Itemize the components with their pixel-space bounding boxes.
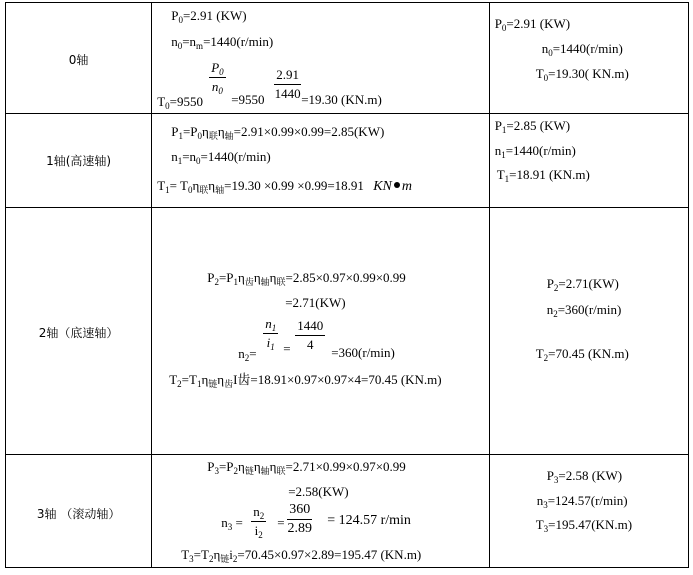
shaft-label-cell [6,208,152,454]
shaft-label: 1轴(高速轴) [46,154,112,169]
torque-result: $T_3=195.47(KN.m)$ [535,516,633,534]
result-cell [489,454,688,567]
calculation-cell [152,454,489,567]
multiplication-dot-icon [394,182,400,188]
fraction-denominator: 1440 [274,86,301,101]
torque-result: $T_0=19.30$( KN.m) [535,66,629,83]
torque-unit-m: m [401,179,412,195]
fraction-numerator: 2.91 [274,67,301,85]
calculation-cell [152,3,489,114]
fraction-numerator: $n_1$ [265,316,277,334]
speed-result: $n_1=1440(r/\min)$ [494,143,576,161]
shaft-label-cell [6,3,152,114]
table-row [6,454,689,567]
fraction-speed-over-ratio [251,504,266,539]
table-row [6,208,689,454]
torque-formula-result: =19.30 (KN.m) [301,92,382,107]
fraction-denominator: $i_2$ [254,522,263,540]
shaft-parameter-table [5,2,689,568]
calculation-cell [152,208,489,454]
power-result: $P_3=2.58$ (KW) [546,467,623,485]
torque-formula-text: $T_1= T_0\eta_联\eta_轴=19.30 \times 0.99 \times 0.99=18.91$ [157,178,364,196]
power-formula: $P_1=P_0\eta_联\eta_轴=2.91\times 0.99\times 0.99=2.85(KW)$ [171,124,385,142]
speed-result: $n_0=1440(r/\min)$ [541,41,623,58]
fraction-values [274,67,301,102]
result-cell [489,114,688,208]
shaft-label: 0轴 [68,53,89,67]
speed-formula-prefix: $n_2=$ [238,346,257,364]
fraction-speed-over-ratio [263,316,278,351]
speed-result: $n_2=360(r/\min)$ [546,302,622,320]
fraction-denominator: 2.89 [287,520,312,536]
torque-formula [157,178,412,194]
power-formula: $P_2=P_1\eta_齿\eta_轴\eta_联=2.85\times 0.97\times 0.99\times 0.99$ [207,270,406,288]
result-cell [489,208,688,454]
shaft-label-cell [6,454,152,567]
fraction-numerator: 1440 [295,318,325,336]
torque-formula: $T_2=T_1\eta_链\eta_齿I$齿=18.91×0.97×0.97×4=70.45 (KN.m) [169,372,442,390]
speed-result: $n_3=124.57(r/\min)$ [536,492,628,510]
shaft-label: 3轴 （滚动轴） [36,506,121,521]
torque-result: $T_2=70.45$ (KN.m) [535,346,629,364]
power-formula: $P_0=2.91$ (KW) [171,8,247,25]
torque-unit-kn: KN [373,179,392,195]
torque-result: $T_1=18.91$ (KN.m) [496,167,590,185]
power-result: $P_2=2.71(KW)$ [546,276,619,294]
speed-formula-result: =360(r/min) [331,345,395,361]
power-result: $P_0=2.91$ (KW) [494,16,571,33]
fraction-values [295,318,325,353]
fraction-denominator: $i_1$ [266,335,275,353]
speed-formula-prefix: $n_3$ = [221,514,243,532]
torque-formula-prefix: $T_0=9550$ [157,94,203,111]
fraction-numerator: $n_2$ [253,503,265,521]
fraction-numerator: 360 [287,502,312,520]
fraction-power-over-speed [209,60,225,95]
result-cell [489,3,688,114]
torque-formula: $T_3=T_2\eta_链i_2=70.45\times 0.97\times 2.89=195.47$ (KN.m) [181,546,422,564]
speed-formula-result: = 124.57 r/min [327,512,411,528]
speed-formula: $n_0=n_m=1440(r/\min)$ [171,34,274,51]
speed-formula: $n_1=n_0=1440(r/\min)$ [171,149,271,167]
torque-formula-mid: =9550 [231,92,265,107]
power-formula: $P_3=P_2\eta_链\eta_轴\eta_联=2.71\times 0.99\times 0.97\times 0.99$ [207,458,406,476]
fraction-values [287,502,312,537]
table-row [6,3,689,114]
fraction-denominator: 4 [306,337,314,353]
power-formula-result: =2.71(KW) [285,295,346,311]
shaft-label-cell [6,114,152,208]
fraction-denominator: $n_0$ [211,79,223,96]
power-result: $P_1=2.85$ (KW) [494,118,571,136]
shaft-label: 2轴（底速轴） [38,326,119,341]
fraction-numerator: $P_0$ [211,60,224,77]
speed-formula-eq: = [283,341,291,357]
power-formula-result: =2.58(KW) [288,483,349,499]
table-row [6,114,689,208]
calculation-cell [152,114,489,208]
speed-formula-eq: = [277,514,285,530]
